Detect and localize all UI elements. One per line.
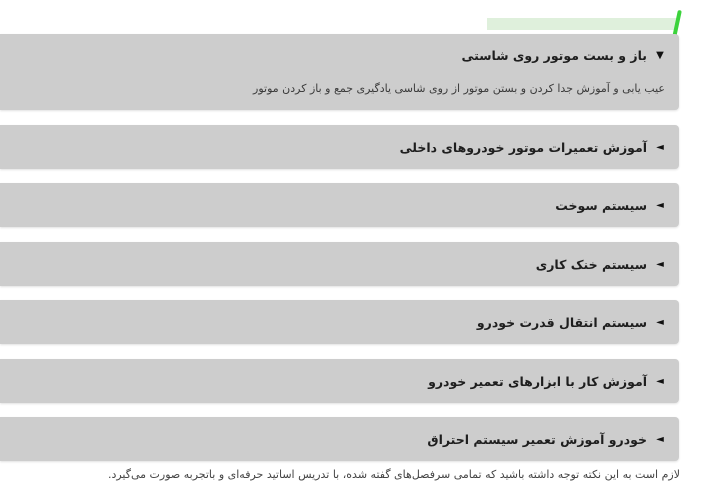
caret-left-icon: ◄ bbox=[656, 141, 664, 153]
accordion-title: آموزش کار با ابزارهای تعمیر خودرو bbox=[428, 373, 647, 389]
caret-left-icon: ◄ bbox=[656, 375, 664, 387]
accordion-item-engine-repair[interactable] bbox=[0, 125, 679, 169]
accordion-header[interactable] bbox=[461, 48, 665, 63]
footer-note: لازم است به این نکته توجه داشته باشید که تمامی سرفصل‌های گفته شده، با تدریس اساتید حرفه‌ای و باتجربه صورت می‌گیرد. bbox=[107, 468, 680, 481]
accordion-title: سیستم سوخت bbox=[555, 197, 647, 213]
accordion-item-ignition-system[interactable] bbox=[0, 417, 679, 461]
accordion-title: سیستم خنک کاری bbox=[535, 256, 647, 272]
accordion-header[interactable] bbox=[427, 417, 665, 461]
accordion-item-cooling-system[interactable] bbox=[0, 242, 679, 286]
accordion-header[interactable] bbox=[555, 183, 665, 227]
accordion-title: سیستم انتقال قدرت خودرو bbox=[476, 314, 647, 330]
accordion-title: خودرو آموزش تعمیر سیستم احتراق bbox=[427, 431, 647, 447]
accordion-title: آموزش تعمیرات موتور خودروهای داخلی bbox=[399, 139, 647, 155]
accordion-header[interactable] bbox=[477, 300, 665, 344]
caret-left-icon: ◄ bbox=[656, 258, 664, 270]
accordion-header[interactable] bbox=[400, 125, 665, 169]
caret-left-icon: ◄ bbox=[656, 316, 664, 328]
caret-down-icon: ▼ bbox=[656, 50, 664, 61]
caret-left-icon: ◄ bbox=[656, 433, 664, 445]
accordion-description: عیب یابی و آموزش جدا کردن و بستن موتور از روی شاسی یادگیری جمع و باز کردن موتور bbox=[253, 82, 665, 95]
caret-left-icon: ◄ bbox=[656, 199, 664, 211]
accordion-header[interactable] bbox=[536, 242, 665, 286]
accordion-item-fuel-system[interactable] bbox=[0, 183, 679, 227]
accordion-item-engine-removal[interactable] bbox=[0, 34, 679, 110]
accordion-header[interactable] bbox=[428, 359, 665, 403]
accordion-title: باز و بست موتور روی شاستی bbox=[461, 48, 647, 63]
accordion-item-power-transmission[interactable] bbox=[0, 300, 679, 344]
accordion-item-repair-tools[interactable] bbox=[0, 359, 679, 403]
progress-bar bbox=[487, 18, 677, 30]
